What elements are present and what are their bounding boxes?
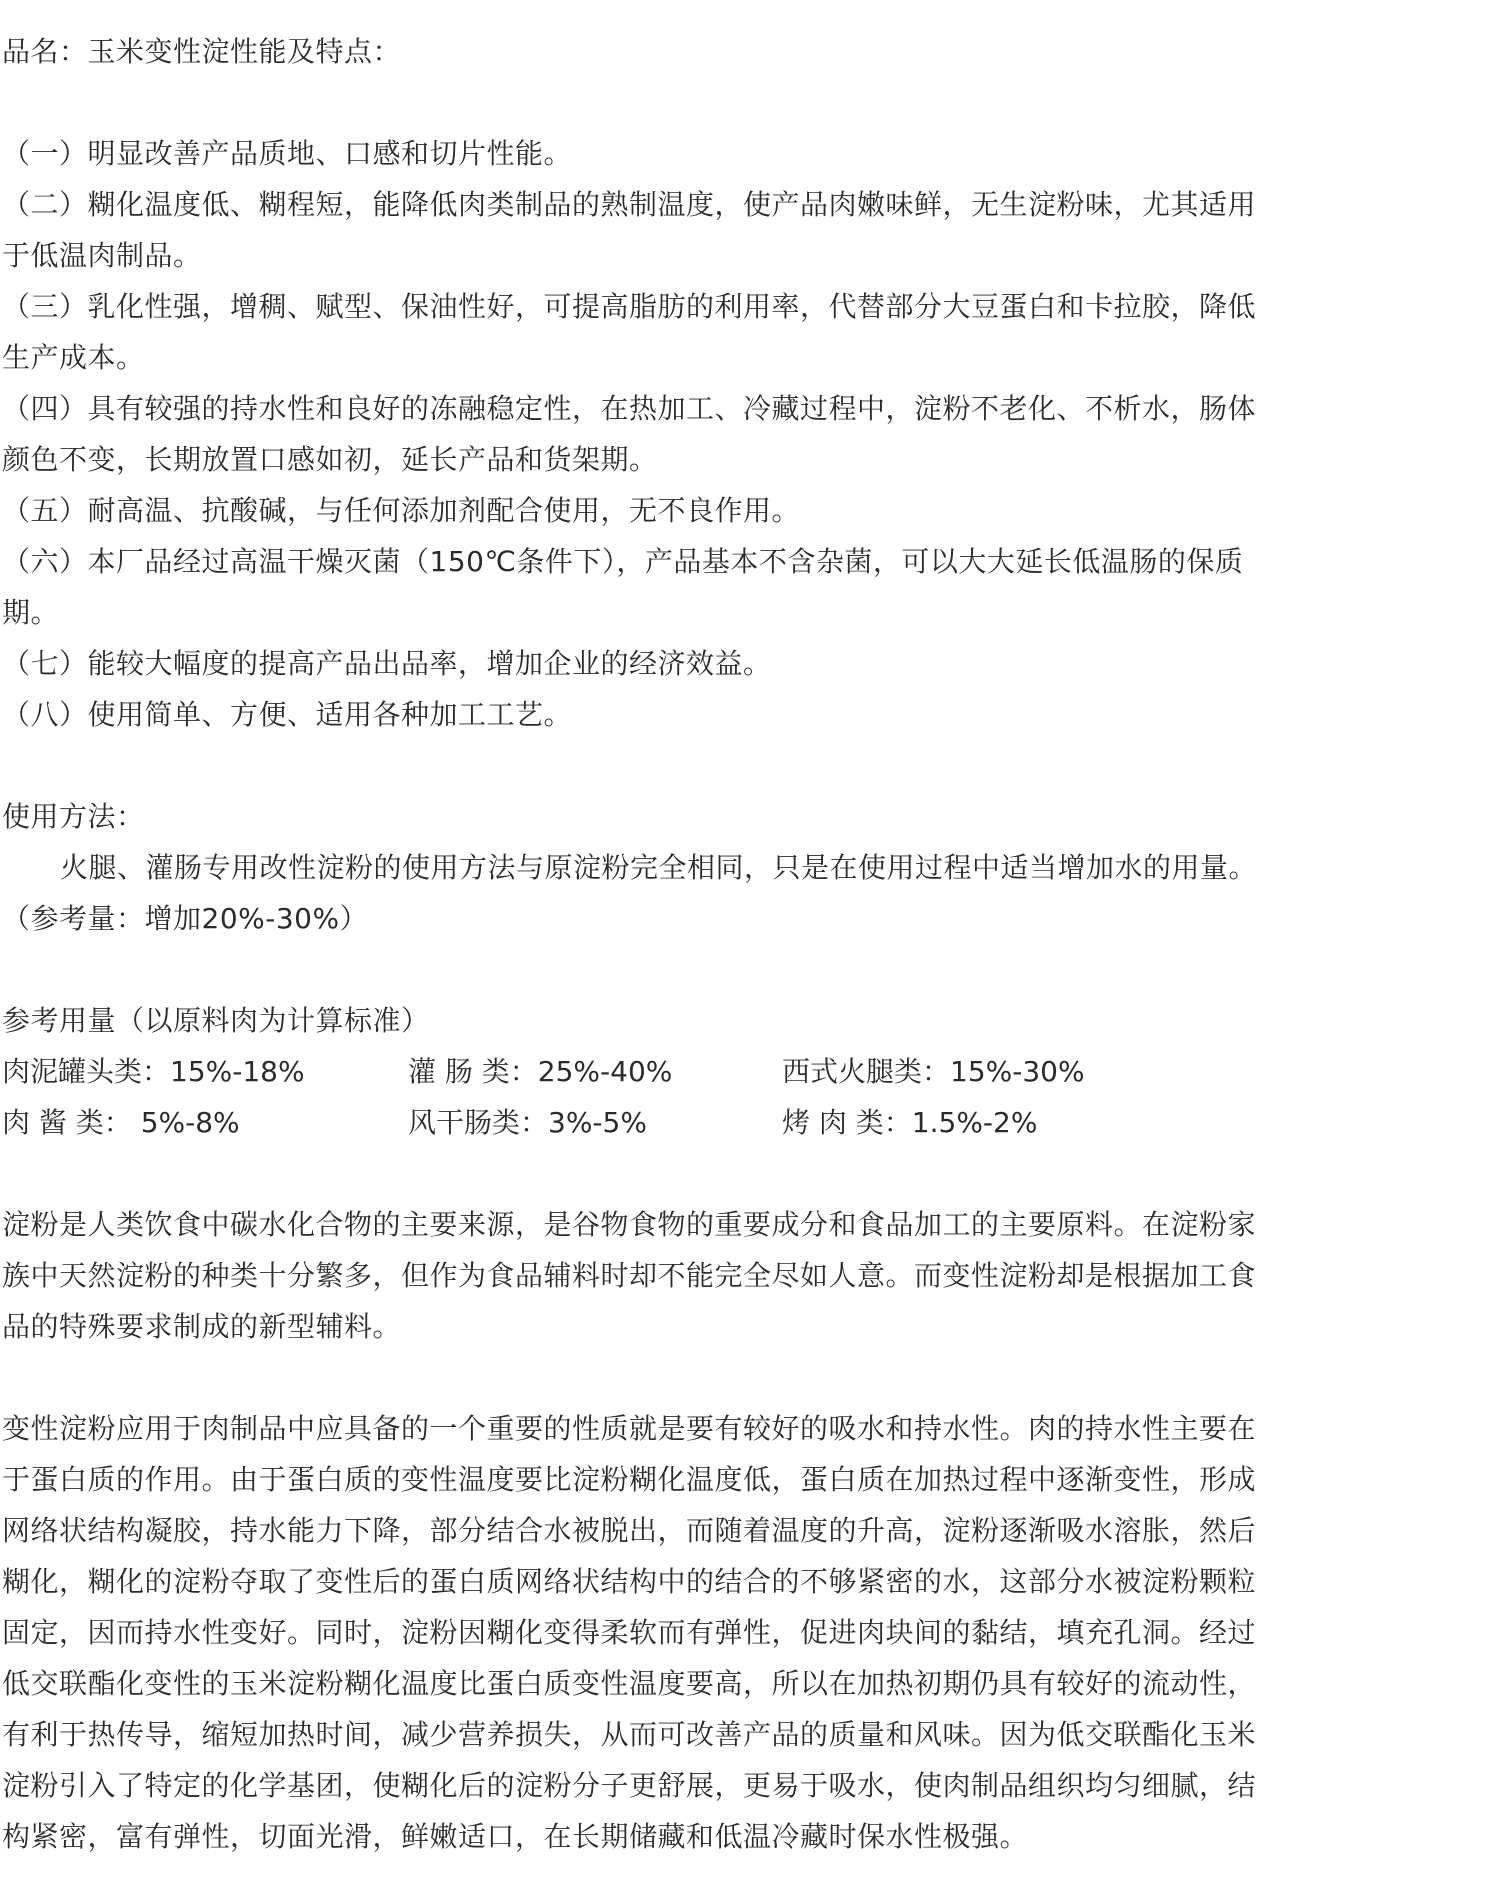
- feature-line: 于低温肉制品。: [2, 239, 202, 272]
- feature-line: （四）具有较强的持水性和良好的冻融稳定性，在热加工、冷藏过程中，淀粉不老化、不析水，肠体: [2, 392, 1257, 425]
- dosage-heading: 参考用量（以原料肉为计算标准）: [2, 1004, 430, 1037]
- paragraph-line: 固定，因而持水性变好。同时，淀粉因糊化变得柔软而有弹性，促进肉块间的黏结，填充孔洞。经过: [2, 1616, 1257, 1649]
- paragraph-line: 构紧密，富有弹性，切面光滑，鲜嫩适口，在长期储藏和低温冷藏时保水性极强。: [2, 1820, 1029, 1853]
- dosage-row: [2, 1046, 1500, 1097]
- paragraph-meat-application: [2, 1403, 1500, 1862]
- paragraph-line: 网络状结构凝胶，持水能力下降，部分结合水被脱出，而随着温度的升高，淀粉逐渐吸水溶胀，然后: [2, 1514, 1257, 1547]
- usage-section: [2, 791, 1500, 944]
- blank-line: [2, 1148, 1500, 1199]
- paragraph-starch-intro: [2, 1199, 1500, 1352]
- paragraph-line: 淀粉引入了特定的化学基团，使糊化后的淀粉分子更舒展，更易于吸水，使肉制品组织均匀细腻，结: [2, 1769, 1257, 1802]
- paragraph-line: 淀粉是人类饮食中碳水化合物的主要来源，是谷物食物的重要成分和食品加工的主要原料。在淀粉家: [2, 1208, 1257, 1241]
- feature-line: （三）乳化性强，增稠、赋型、保油性好，可提高脂肪的利用率，代替部分大豆蛋白和卡拉胶，降低: [2, 290, 1257, 323]
- feature-line: （七）能较大幅度的提高产品出品率，增加企业的经济效益。: [2, 647, 772, 680]
- usage-heading: 使用方法：: [2, 800, 145, 833]
- paragraph-line: 有利于热传导，缩短加热时间，减少营养损失，从而可改善产品的质量和风味。因为低交联酯化玉米: [2, 1718, 1257, 1751]
- feature-line: （一）明显改善产品质地、口感和切片性能。: [2, 137, 573, 170]
- dosage-cell: 风干肠类：3%-5%: [408, 1106, 647, 1139]
- dosage-row: [2, 1097, 1500, 1148]
- blank-line: [2, 77, 1500, 128]
- dosage-section: [2, 995, 1500, 1148]
- blank-line: [2, 740, 1500, 791]
- paragraph-line: 变性淀粉应用于肉制品中应具备的一个重要的性质就是要有较好的吸水和持水性。肉的持水性主要在: [2, 1412, 1257, 1445]
- feature-line: （六）本厂品经过高温干燥灭菌（150℃条件下），产品基本不含杂菌，可以大大延长低温肠的保质: [2, 545, 1244, 578]
- usage-reference: （参考量：增加20%-30%）: [2, 902, 369, 935]
- feature-line: 期。: [2, 596, 60, 629]
- paragraph-line: 于蛋白质的作用。由于蛋白质的变性温度要比淀粉糊化温度低，蛋白质在加热过程中逐渐变性，形成: [2, 1463, 1257, 1496]
- paragraph-line: 糊化，糊化的淀粉夺取了变性后的蛋白质网络状结构中的结合的不够紧密的水，这部分水被淀粉颗粒: [2, 1565, 1257, 1598]
- blank-line: [2, 1352, 1500, 1403]
- dosage-cell: 灌 肠 类：25%-40%: [408, 1055, 673, 1088]
- features-list: [2, 128, 1500, 740]
- paragraph-line: 族中天然淀粉的种类十分繁多，但作为食品辅料时却不能完全尽如人意。而变性淀粉却是根据加工食: [2, 1259, 1257, 1292]
- feature-line: （二）糊化温度低、糊程短，能降低肉类制品的熟制温度，使产品肉嫩味鲜，无生淀粉味，尤其适用: [2, 188, 1257, 221]
- product-title: 品名：玉米变性淀性能及特点：: [2, 35, 402, 68]
- paragraph-line: 品的特殊要求制成的新型辅料。: [2, 1310, 402, 1343]
- dosage-cell: 肉 酱 类： 5%-8%: [2, 1106, 240, 1139]
- usage-text: 火腿、灌肠专用改性淀粉的使用方法与原淀粉完全相同，只是在使用过程中适当增加水的用量。: [60, 851, 1258, 884]
- feature-line: 颜色不变，长期放置口感如初，延长产品和货架期。: [2, 443, 658, 476]
- dosage-cell: 肉泥罐头类：15%-18%: [2, 1055, 305, 1088]
- feature-line: （八）使用简单、方便、适用各种加工工艺。: [2, 698, 573, 731]
- feature-line: （五）耐高温、抗酸碱，与任何添加剂配合使用，无不良作用。: [2, 494, 801, 527]
- paragraph-line: 低交联酯化变性的玉米淀粉糊化温度比蛋白质变性温度要高，所以在加热初期仍具有较好的流动性，: [2, 1667, 1257, 1700]
- dosage-cell: 烤 肉 类：1.5%-2%: [782, 1106, 1038, 1139]
- dosage-cell: 西式火腿类：15%-30%: [782, 1055, 1085, 1088]
- feature-line: 生产成本。: [2, 341, 145, 374]
- blank-line: [2, 944, 1500, 995]
